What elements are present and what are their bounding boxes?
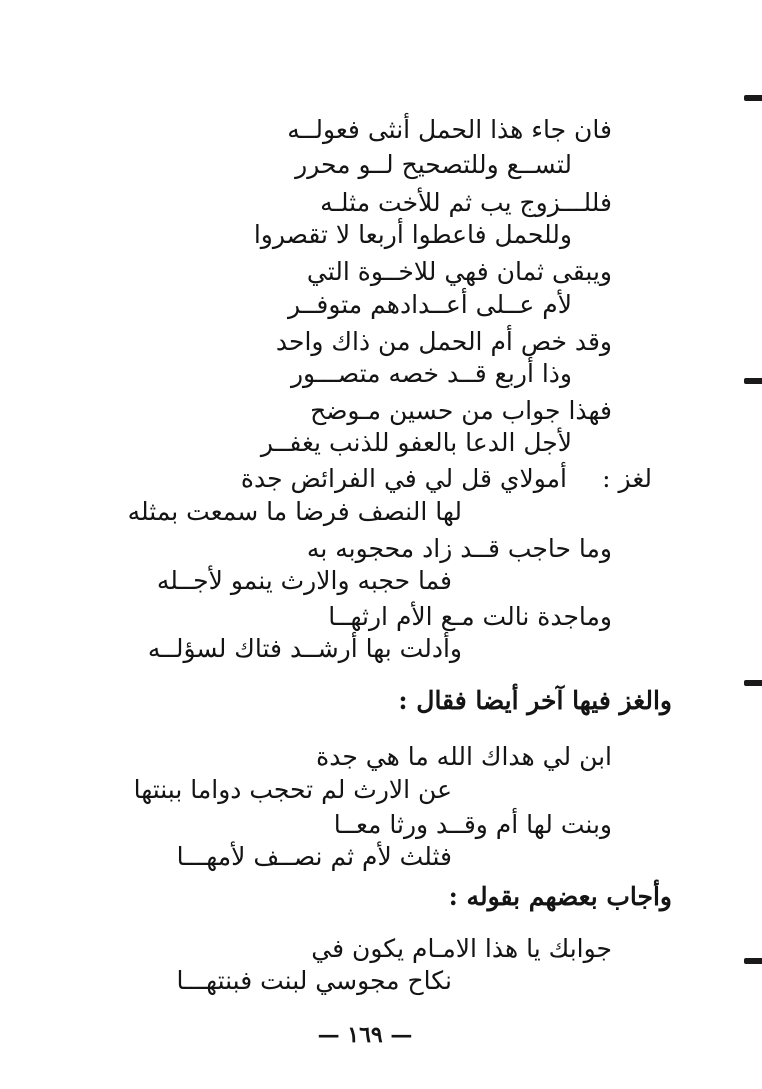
verse-line: لها النصف فرضا ما سمعت بمثله [127,497,462,526]
verse-line: لأجل الدعا بالعفو للذنب يغفــر [260,428,572,457]
verse-line: وقد خص أم الحمل من ذاك واحد [275,327,612,356]
verse-line: ابن لي هداك الله ما هي جدة [316,742,612,771]
verse-line: فثلث لأم ثم نصــف لأمهـــا [176,842,452,871]
section-heading: والغز فيها آخر أيضا فقال : [398,686,672,715]
verse-line: وبنت لها أم وقــد ورثا معــا [333,810,612,839]
page-number: — ١٦٩ — [317,1022,413,1048]
edge-mark [744,95,762,101]
verse-line: وماجدة نالت مـع الأم ارثهــا [328,602,612,631]
verse-line: وما حاجب قــد زاد محجوبه به [306,534,612,563]
verse-line: فهذا جواب من حسين مـوضح [310,396,612,425]
verse-line: ويبقى ثمان فهي للاخــوة التي [306,257,612,286]
section-heading: وأجاب بعضهم بقوله : [448,882,672,911]
verse-line: فان جاء هذا الحمل أنثى فعولــه [287,115,612,144]
verse-line: فما حجبه والارث ينمو لأجــله [156,566,452,595]
verse-line: نكاح مجوسي لبنت فبنتهـــا [176,966,452,995]
verse-line: جوابك يا هذا الامـام يكون في [311,934,612,963]
verse-line: أمولاي قل لي في الفرائض جدة [240,464,567,493]
edge-mark [744,958,762,964]
verse-line: لأم عــلى أعــدادهم متوفــر [287,290,572,319]
verse-line: عن الارث لم تحجب دواما ببنتها [133,775,452,804]
edge-mark [744,378,762,384]
riddle-label: لغز : [602,464,652,493]
verse-line: لتســع وللتصحيح لــو محرر [295,150,572,179]
edge-mark [744,680,762,686]
verse-line: وذا أربع قــد خصه متصـــور [290,359,572,388]
verse-line: وأدلت بها أرشــد فتاك لسؤلــه [147,634,462,663]
verse-line: فللـــزوج يب ثم للأخت مثلـه [320,188,612,217]
verse-line: وللحمل فاعطوا أربعا لا تقصروا [253,220,572,249]
